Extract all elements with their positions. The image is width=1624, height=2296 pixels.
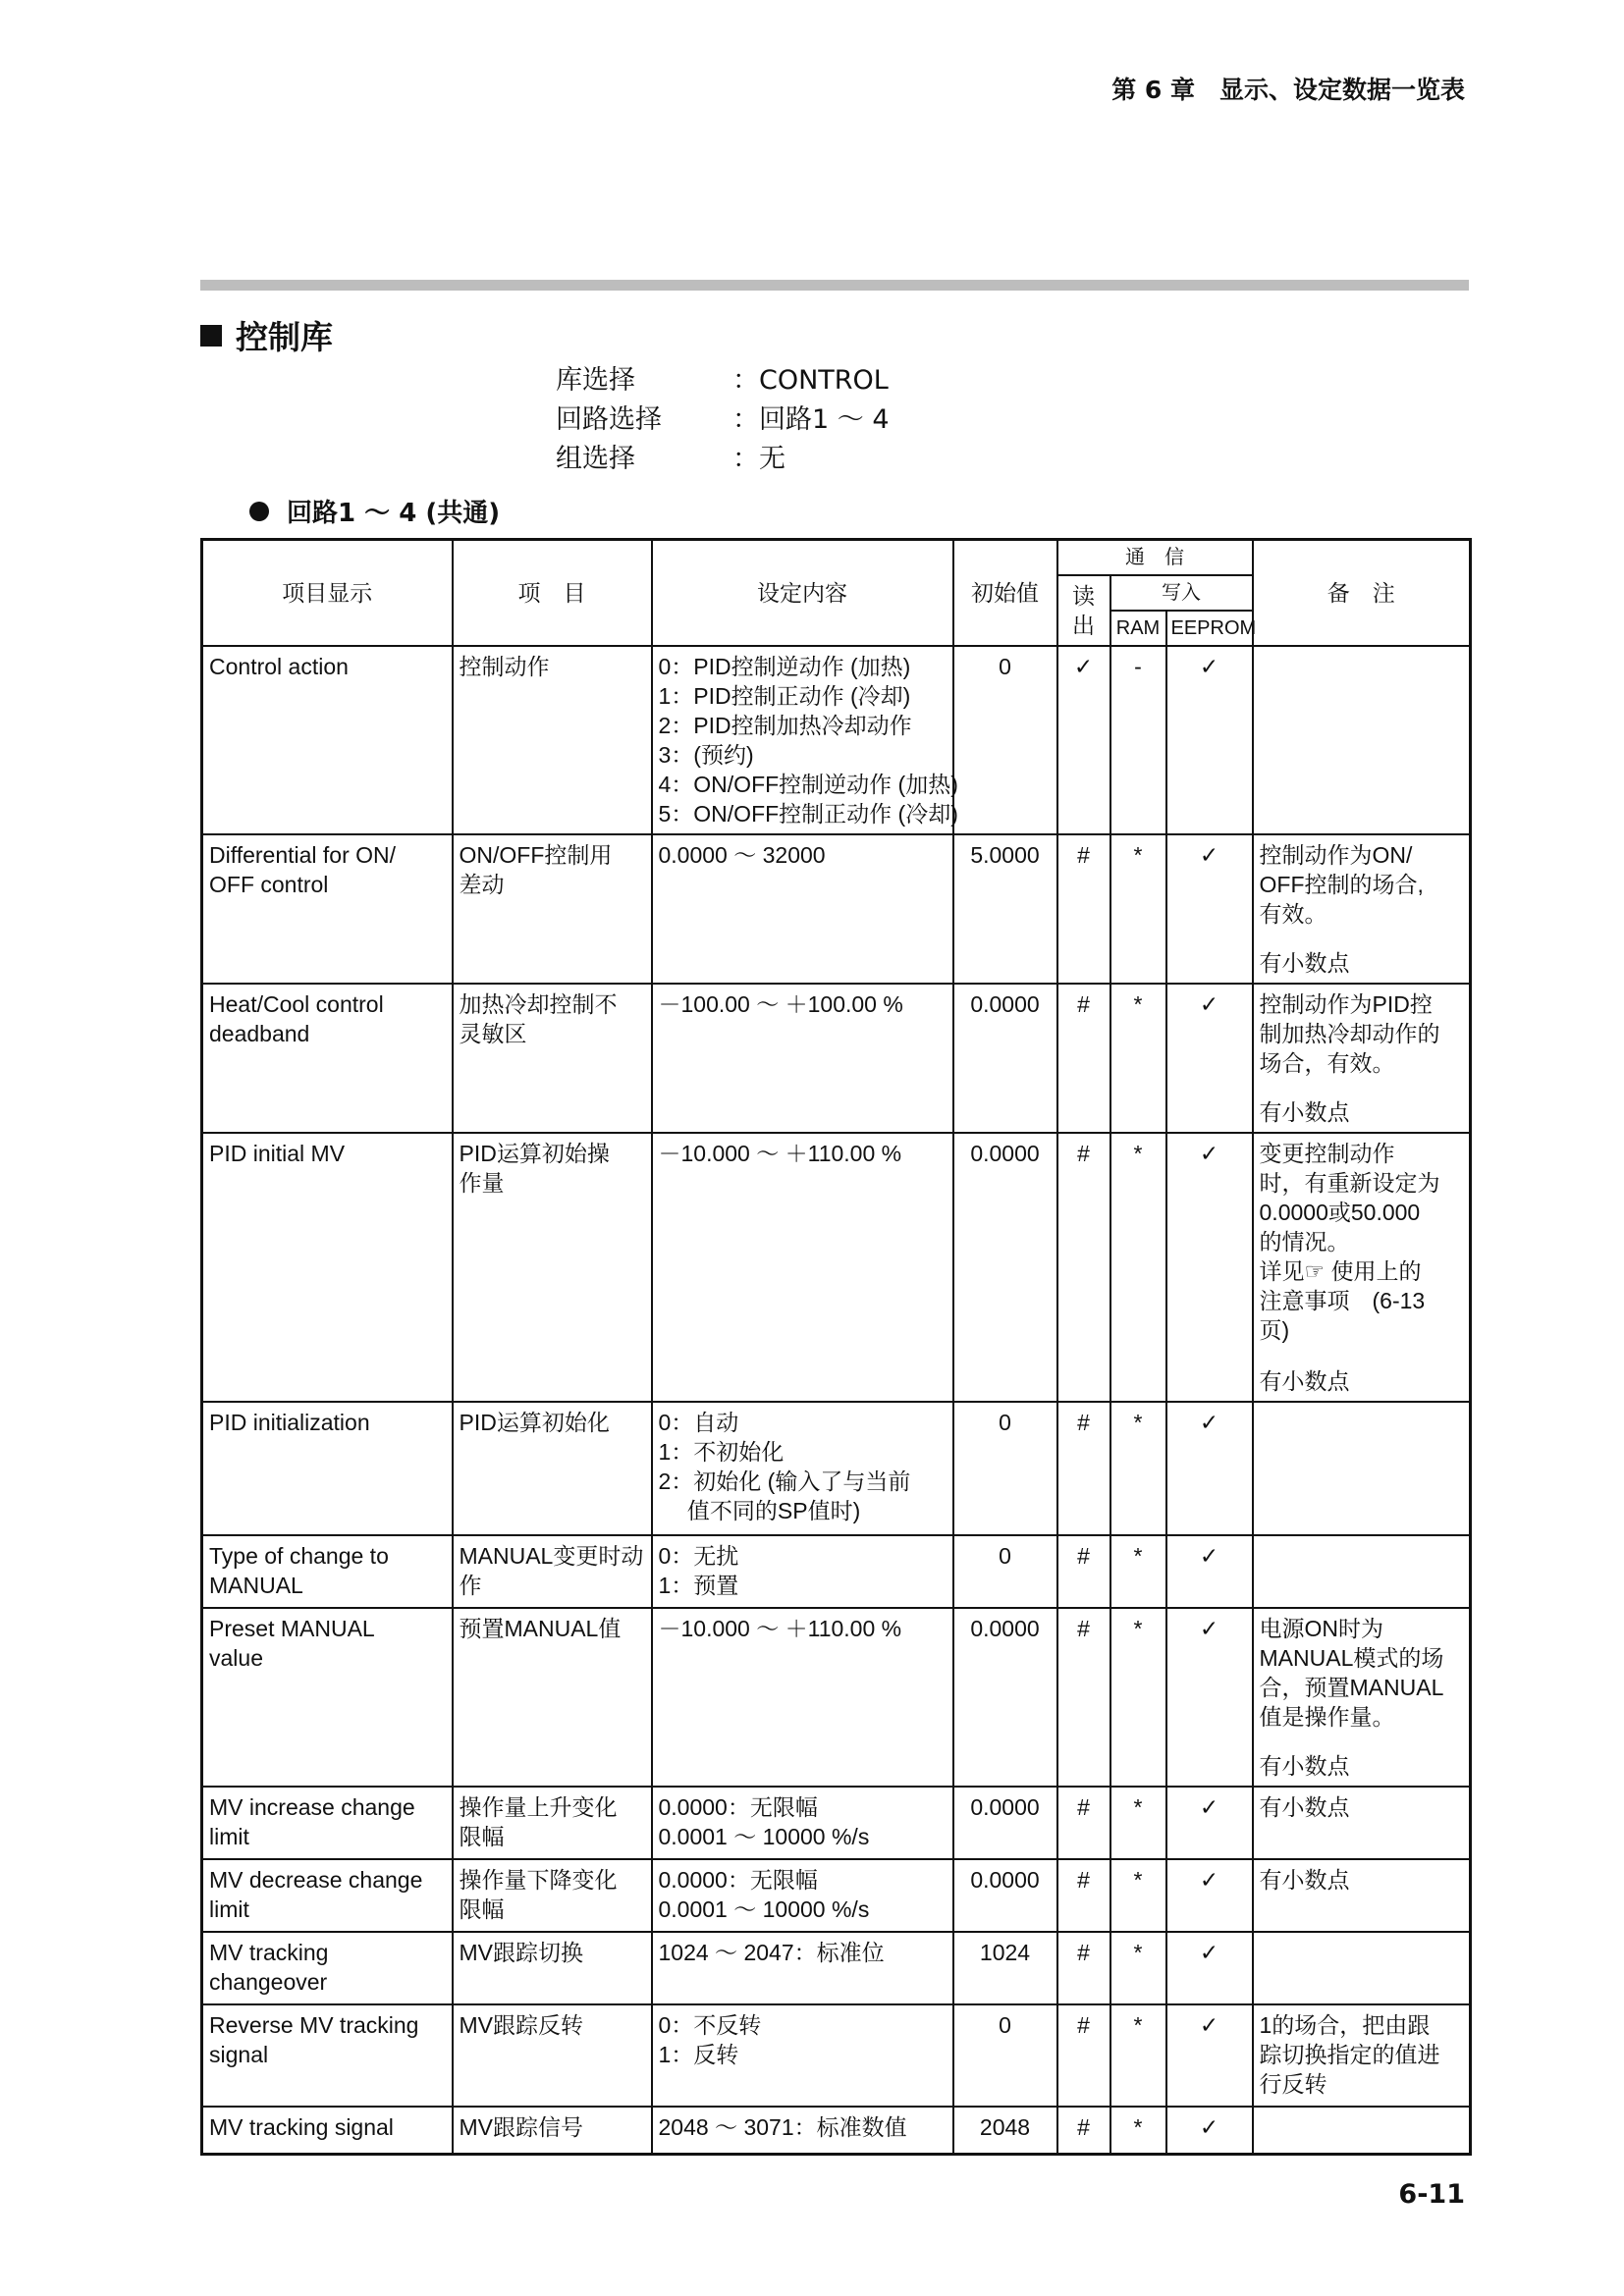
remarks-top [1260, 2010, 1464, 2099]
cell-read: # [1057, 1133, 1110, 1402]
remarks-line: 合，预置MANUAL [1259, 1675, 1444, 1700]
cell-setting-line: 5：ON/OFF控制正动作 (冷却) [658, 801, 958, 827]
cell-setting [652, 984, 953, 1133]
bank-key: 库选择 [556, 365, 635, 396]
remarks-wrap [1260, 1938, 1464, 1999]
table-body [202, 646, 1471, 2155]
cell-display [202, 646, 453, 834]
remarks-line: 0.0000或50.000 [1259, 1200, 1421, 1225]
remarks-line: 时，有重新设定为 [1259, 1170, 1440, 1196]
cell-eeprom: ✓ [1166, 2107, 1253, 2155]
remarks-line: 有效。 [1259, 901, 1327, 927]
cell-display-line: Heat/Cool control [209, 991, 384, 1017]
table-row [202, 2107, 1471, 2155]
cell-setting-line: 2048 ～ 3071：标准数值 [658, 2114, 907, 2140]
cell-item [453, 1133, 652, 1402]
bank-value: ：回路1 ～ 4 [732, 404, 890, 435]
cell-eeprom: ✓ [1166, 1133, 1253, 1402]
cell-eeprom: ✓ [1166, 1608, 1253, 1787]
header-eeprom: EEPROM [1166, 611, 1253, 646]
cell-initial: 0.0000 [953, 1133, 1057, 1402]
cell-display-line: Differential for ON/ [209, 842, 397, 868]
cell-display-line: PID initialization [209, 1410, 370, 1435]
remarks-decimal-note: 有小数点 [1259, 1368, 1350, 1394]
cell-remarks [1253, 1608, 1471, 1787]
cell-item-line: 差动 [459, 872, 505, 897]
cell-item [453, 1932, 652, 2004]
cell-initial: 0 [953, 1535, 1057, 1608]
cell-eeprom: ✓ [1166, 2004, 1253, 2107]
cell-read: # [1057, 1932, 1110, 2004]
cell-remarks [1253, 984, 1471, 1133]
cell-display-line: Reverse MV tracking [209, 2012, 419, 2038]
remarks-line: 变更控制动作 [1259, 1141, 1395, 1166]
cell-initial: 0 [953, 646, 1057, 834]
settings-table [200, 538, 1472, 2156]
header-read: 读出 [1057, 575, 1110, 646]
cell-display [202, 1932, 453, 2004]
bank-row [556, 400, 890, 440]
cell-ram: * [1110, 834, 1166, 984]
cell-item-line: 限幅 [459, 1896, 505, 1922]
cell-item-line: 作量 [459, 1170, 505, 1196]
cell-display-line: Control action [209, 654, 349, 679]
section-rule [200, 280, 1469, 291]
cell-read: ✓ [1057, 646, 1110, 834]
remarks-wrap [1260, 1792, 1464, 1853]
remarks-line: MANUAL模式的场 [1259, 1645, 1444, 1671]
remarks-top [1260, 989, 1464, 1078]
cell-display-line: deadband [209, 1021, 310, 1046]
remarks-decimal-note: 有小数点 [1259, 1753, 1350, 1779]
cell-setting [652, 1859, 953, 1932]
cell-remarks [1253, 646, 1471, 834]
cell-setting-line: 0：不反转 [658, 2012, 762, 2038]
remarks-wrap [1260, 1541, 1464, 1602]
cell-eeprom: ✓ [1166, 1932, 1253, 2004]
cell-item-line: MV跟踪反转 [459, 2012, 583, 2038]
cell-setting [652, 1932, 953, 2004]
cell-item [453, 1535, 652, 1608]
cell-ram: * [1110, 1608, 1166, 1787]
cell-setting-line: 1024 ～ 2047：标准位 [658, 1940, 885, 1965]
cell-setting-line: 0：无扰 [658, 1543, 739, 1569]
remarks-top [1260, 1139, 1464, 1345]
page-number: 6-11 [1398, 2179, 1465, 2210]
square-bullet-icon [200, 325, 222, 347]
cell-read: # [1057, 834, 1110, 984]
cell-setting-line: 1：预置 [658, 1573, 739, 1598]
cell-display-line: MV tracking [209, 1940, 329, 1965]
remarks-line: 有小数点 [1259, 1794, 1350, 1820]
cell-initial: 5.0000 [953, 834, 1057, 984]
cell-item-line: MV跟踪切换 [459, 1940, 583, 1965]
section-title-text: 控制库 [236, 318, 333, 356]
cell-display [202, 1608, 453, 1787]
remarks-top [1260, 1792, 1464, 1822]
cell-setting-line: 2：初始化 (输入了与当前 [658, 1468, 911, 1494]
cell-remarks [1253, 2004, 1471, 2107]
cell-initial: 1024 [953, 1932, 1057, 2004]
cell-eeprom: ✓ [1166, 1402, 1253, 1535]
table-row [202, 1535, 1471, 1608]
bank-value: ：无 [732, 444, 785, 474]
cell-display-line: limit [209, 1896, 249, 1922]
cell-initial: 0.0000 [953, 1787, 1057, 1859]
cell-display [202, 1402, 453, 1535]
cell-setting-line: 1：不初始化 [658, 1439, 785, 1465]
section-title [200, 312, 333, 358]
cell-display-line: MV increase change [209, 1794, 415, 1820]
cell-eeprom: ✓ [1166, 1859, 1253, 1932]
cell-item [453, 1859, 652, 1932]
cell-item [453, 2107, 652, 2155]
remarks-line: 电源ON时为 [1259, 1616, 1384, 1641]
cell-item-line: 作 [459, 1573, 482, 1598]
cell-display-line: signal [209, 2042, 269, 2067]
cell-ram: * [1110, 984, 1166, 1133]
remarks-line: 页) [1259, 1317, 1290, 1343]
table-row [202, 1133, 1471, 1402]
remarks-line: 详见☞ 使用上的 [1259, 1258, 1422, 1284]
header-ram: RAM [1110, 611, 1166, 646]
cell-setting-line: 值不同的SP值时) [658, 1498, 861, 1523]
table-row [202, 1932, 1471, 2004]
cell-ram: * [1110, 1133, 1166, 1402]
cell-setting-line: 3：(预约) [658, 742, 754, 768]
cell-display [202, 2004, 453, 2107]
cell-display-line: MANUAL [209, 1573, 303, 1598]
cell-ram: * [1110, 1402, 1166, 1535]
cell-setting-line: －10.000 ～ ＋110.00 % [658, 1616, 902, 1641]
cell-remarks [1253, 2107, 1471, 2155]
cell-initial: 2048 [953, 2107, 1057, 2155]
cell-read: # [1057, 2004, 1110, 2107]
cell-item-line: 控制动作 [459, 654, 550, 679]
cell-ram: * [1110, 1535, 1166, 1608]
cell-setting-line: 0.0000：无限幅 [658, 1794, 818, 1820]
cell-item-line: MV跟踪信号 [459, 2114, 583, 2140]
cell-item [453, 646, 652, 834]
cell-ram: * [1110, 1932, 1166, 2004]
remarks-wrap [1260, 652, 1464, 828]
remarks-wrap [1260, 989, 1464, 1127]
remarks-top [1260, 1614, 1464, 1732]
cell-setting [652, 1133, 953, 1402]
remarks-decimal-note: 有小数点 [1259, 1099, 1350, 1125]
bank-selection [556, 361, 890, 479]
table-row [202, 1787, 1471, 1859]
remarks-wrap [1260, 1408, 1464, 1529]
cell-ram: * [1110, 2004, 1166, 2107]
cell-item [453, 1787, 652, 1859]
cell-item [453, 1608, 652, 1787]
cell-item-line: 操作量上升变化 [459, 1794, 618, 1820]
cell-display-line: limit [209, 1824, 249, 1849]
cell-setting [652, 2107, 953, 2155]
table-row [202, 646, 1471, 834]
cell-display-line: PID initial MV [209, 1141, 346, 1166]
table-row [202, 984, 1471, 1133]
cell-eeprom: ✓ [1166, 1535, 1253, 1608]
table-row [202, 1859, 1471, 1932]
cell-display-line: Type of change to [209, 1543, 389, 1569]
cell-eeprom: ✓ [1166, 834, 1253, 984]
cell-read: # [1057, 1402, 1110, 1535]
cell-setting [652, 1402, 953, 1535]
remarks-line: 控制动作为ON/ [1259, 842, 1413, 868]
cell-read: # [1057, 1608, 1110, 1787]
cell-setting-line: 0：自动 [658, 1410, 739, 1435]
cell-setting-line: 0.0000：无限幅 [658, 1867, 818, 1893]
cell-read: # [1057, 1859, 1110, 1932]
remarks-top [1260, 840, 1464, 929]
table-row [202, 834, 1471, 984]
cell-initial: 0 [953, 2004, 1057, 2107]
cell-item-line: ON/OFF控制用 [459, 842, 613, 868]
cell-item-line: PID运算初始操 [459, 1141, 610, 1166]
remarks-line: 值是操作量。 [1259, 1704, 1395, 1730]
cell-setting [652, 2004, 953, 2107]
cell-display-line: MV tracking signal [209, 2114, 394, 2140]
cell-remarks [1253, 1535, 1471, 1608]
remarks-wrap [1260, 2010, 1464, 2101]
cell-display [202, 1133, 453, 1402]
table-row [202, 1608, 1471, 1787]
bank-value: ：CONTROL [732, 365, 889, 396]
remarks-wrap [1260, 2112, 1464, 2148]
cell-item-line: 预置MANUAL值 [459, 1616, 622, 1641]
remarks-line: 行反转 [1259, 2071, 1327, 2097]
cell-setting-line: －10.000 ～ ＋110.00 % [658, 1141, 902, 1166]
cell-setting-line: 0.0001 ～ 10000 %/s [658, 1824, 870, 1849]
header-write: 写入 [1110, 575, 1253, 611]
remarks-wrap [1260, 840, 1464, 978]
cell-display [202, 1535, 453, 1608]
cell-display-line: MV decrease change [209, 1867, 423, 1893]
header-item: 项 目 [453, 540, 652, 647]
cell-remarks [1253, 1787, 1471, 1859]
chapter-header: 第 6 章 显示、设定数据一览表 [1111, 76, 1465, 104]
header-display: 项目显示 [202, 540, 453, 647]
bank-row [556, 361, 890, 400]
cell-initial: 0.0000 [953, 1608, 1057, 1787]
header-comm: 通 信 [1057, 540, 1253, 576]
cell-remarks [1253, 1133, 1471, 1402]
cell-setting-line: 1：反转 [658, 2042, 739, 2067]
cell-ram: * [1110, 2107, 1166, 2155]
bank-row [556, 440, 890, 479]
remarks-line: 的情况。 [1259, 1229, 1350, 1255]
cell-read: # [1057, 1535, 1110, 1608]
cell-setting [652, 834, 953, 984]
remarks-decimal-note: 有小数点 [1259, 950, 1350, 976]
cell-display-line: Preset MANUAL [209, 1616, 375, 1641]
cell-read: # [1057, 1787, 1110, 1859]
cell-display-line: OFF control [209, 872, 329, 897]
table-row [202, 1402, 1471, 1535]
table-row [202, 2004, 1471, 2107]
cell-item-line: MANUAL变更时动 [459, 1543, 644, 1569]
bank-key: 组选择 [556, 444, 635, 474]
remarks-line: 注意事项 (6-13 [1259, 1288, 1426, 1313]
cell-item-line: 灵敏区 [459, 1021, 527, 1046]
cell-item [453, 2004, 652, 2107]
cell-display [202, 2107, 453, 2155]
remarks-line: 场合，有效。 [1259, 1050, 1395, 1076]
cell-setting [652, 1535, 953, 1608]
header-setting: 设定内容 [652, 540, 953, 647]
remarks-line: 制加热冷却动作的 [1259, 1021, 1440, 1046]
cell-setting [652, 646, 958, 834]
cell-item [453, 834, 652, 984]
cell-ram: * [1110, 1859, 1166, 1932]
cell-eeprom: ✓ [1166, 1787, 1253, 1859]
cell-setting-line: 0.0000 ～ 32000 [658, 842, 826, 868]
remarks-top [1260, 1865, 1464, 1895]
cell-initial: 0.0000 [953, 1859, 1057, 1932]
cell-setting-line: 0.0001 ～ 10000 %/s [658, 1896, 870, 1922]
cell-display-line: value [209, 1645, 263, 1671]
cell-setting-line: 0：PID控制逆动作 (加热) [658, 654, 911, 679]
cell-setting-line: －100.00 ～ ＋100.00 % [658, 991, 903, 1017]
cell-setting [652, 1787, 953, 1859]
cell-setting [652, 1608, 953, 1787]
cell-ram: - [1110, 646, 1166, 834]
remarks-line: OFF控制的场合, [1259, 872, 1424, 897]
cell-display [202, 1787, 453, 1859]
cell-remarks [1253, 1402, 1471, 1535]
cell-item-line: 限幅 [459, 1824, 505, 1849]
header-initial: 初始值 [953, 540, 1057, 647]
cell-eeprom: ✓ [1166, 984, 1253, 1133]
cell-item-line: 加热冷却控制不 [459, 991, 618, 1017]
cell-setting-line: 2：PID控制加热冷却动作 [658, 713, 912, 738]
remarks-line: 控制动作为PID控 [1259, 991, 1433, 1017]
header-remarks: 备 注 [1253, 540, 1471, 647]
cell-ram: * [1110, 1787, 1166, 1859]
subsection-title-text: 回路1 ～ 4 (共通) [287, 499, 501, 528]
cell-setting-line: 4：ON/OFF控制逆动作 (加热) [658, 772, 958, 797]
bank-key: 回路选择 [556, 404, 662, 435]
remarks-line: 有小数点 [1259, 1867, 1350, 1893]
cell-remarks [1253, 1859, 1471, 1932]
subsection-title [249, 493, 500, 529]
cell-setting-line: 1：PID控制正动作 (冷却) [658, 683, 911, 709]
cell-display [202, 1859, 453, 1932]
cell-display [202, 834, 453, 984]
cell-item [453, 1402, 652, 1535]
cell-display [202, 984, 453, 1133]
cell-initial: 0.0000 [953, 984, 1057, 1133]
cell-initial: 0 [953, 1402, 1057, 1535]
remarks-wrap [1260, 1865, 1464, 1926]
remarks-wrap [1260, 1139, 1464, 1396]
cell-display-line: changeover [209, 1969, 328, 1995]
cell-remarks [1253, 834, 1471, 984]
remarks-line: 1的场合，把由跟 [1259, 2012, 1431, 2038]
circle-bullet-icon [249, 502, 269, 521]
remarks-line: 踪切换指定的值进 [1259, 2042, 1440, 2067]
cell-remarks [1253, 1932, 1471, 2004]
remarks-wrap [1260, 1614, 1464, 1781]
cell-item-line: PID运算初始化 [459, 1410, 610, 1435]
cell-read: # [1057, 2107, 1110, 2155]
cell-read: # [1057, 984, 1110, 1133]
cell-item-line: 操作量下降变化 [459, 1867, 618, 1893]
cell-item [453, 984, 652, 1133]
cell-eeprom: ✓ [1166, 646, 1253, 834]
